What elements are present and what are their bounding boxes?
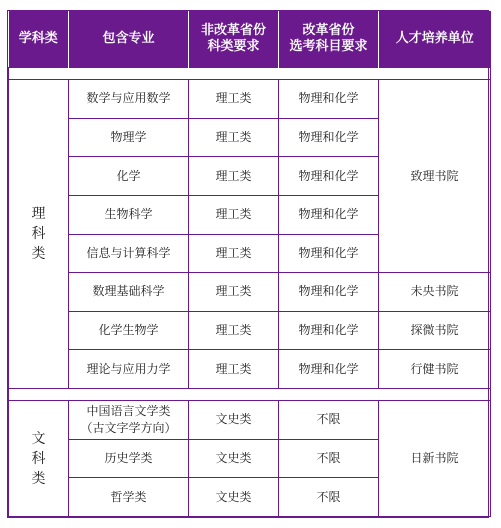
non-reform-cell: 理工类	[189, 195, 279, 234]
header-reform-line2: 选考科目要求	[289, 39, 368, 54]
major-cell: 历史学类	[69, 439, 189, 478]
category-char: 类	[31, 470, 46, 487]
reform-cell: 不限	[279, 439, 379, 478]
non-reform-cell: 文史类	[189, 401, 279, 440]
reform-cell: 物理和化学	[279, 195, 379, 234]
header-row	[9, 11, 491, 68]
unit-cell: 未央书院	[379, 273, 491, 312]
table-row	[9, 273, 491, 312]
reform-cell: 物理和化学	[279, 157, 379, 196]
non-reform-cell: 理工类	[189, 311, 279, 350]
header-non-reform-line1: 非改革省份	[200, 23, 266, 38]
non-reform-cell: 理工类	[189, 273, 279, 312]
table-row	[9, 80, 491, 119]
reform-cell: 物理和化学	[279, 311, 379, 350]
header-reform	[279, 11, 379, 68]
reform-cell: 不限	[279, 478, 379, 517]
category-char: 科	[31, 450, 46, 467]
category-char: 文	[31, 430, 46, 447]
category-arts	[9, 401, 69, 517]
category-science	[9, 80, 69, 389]
major-line1: 中国语言文学类	[86, 403, 171, 418]
header-majors: 包含专业	[69, 11, 189, 68]
header-non-reform-line2: 科类要求	[207, 39, 260, 54]
unit-cell: 致理书院	[379, 80, 491, 273]
non-reform-cell: 理工类	[189, 80, 279, 119]
reform-cell: 物理和化学	[279, 273, 379, 312]
header-non-reform	[189, 11, 279, 68]
major-cell: 数学与应用数学	[69, 80, 189, 119]
category-char: 类	[31, 246, 46, 263]
header-training-unit: 人才培养单位	[379, 11, 491, 68]
major-cell: 化学	[69, 157, 189, 196]
non-reform-cell: 理工类	[189, 350, 279, 389]
major-cell: 生物科学	[69, 195, 189, 234]
major-cell: 化学生物学	[69, 311, 189, 350]
reform-cell: 不限	[279, 401, 379, 440]
non-reform-cell: 文史类	[189, 439, 279, 478]
reform-cell: 物理和化学	[279, 80, 379, 119]
header-subject-category: 学科类	[9, 11, 69, 68]
major-cell	[69, 401, 189, 440]
unit-cell: 行健书院	[379, 350, 491, 389]
table-row	[9, 401, 491, 440]
major-cell: 物理学	[69, 118, 189, 157]
non-reform-cell: 理工类	[189, 234, 279, 273]
non-reform-cell: 理工类	[189, 118, 279, 157]
non-reform-cell: 文史类	[189, 478, 279, 517]
category-char: 理	[31, 206, 46, 223]
reform-cell: 物理和化学	[279, 350, 379, 389]
major-cell: 理论与应用力学	[69, 350, 189, 389]
non-reform-cell: 理工类	[189, 157, 279, 196]
reform-cell: 物理和化学	[279, 234, 379, 273]
major-cell: 数理基础科学	[69, 273, 189, 312]
header-reform-line1: 改革省份	[302, 23, 355, 38]
major-cell: 哲学类	[69, 478, 189, 517]
major-cell: 信息与计算科学	[69, 234, 189, 273]
admission-table	[8, 11, 491, 517]
spacer-row	[9, 68, 491, 80]
unit-cell: 探微书院	[379, 311, 491, 350]
table-row	[9, 311, 491, 350]
spacer-row	[9, 388, 491, 400]
unit-cell: 日新书院	[379, 401, 491, 517]
admission-table-frame	[7, 10, 489, 518]
table-row	[9, 350, 491, 389]
reform-cell: 物理和化学	[279, 118, 379, 157]
category-char: 科	[31, 226, 46, 243]
major-line2: （古文字学方向）	[80, 420, 177, 435]
